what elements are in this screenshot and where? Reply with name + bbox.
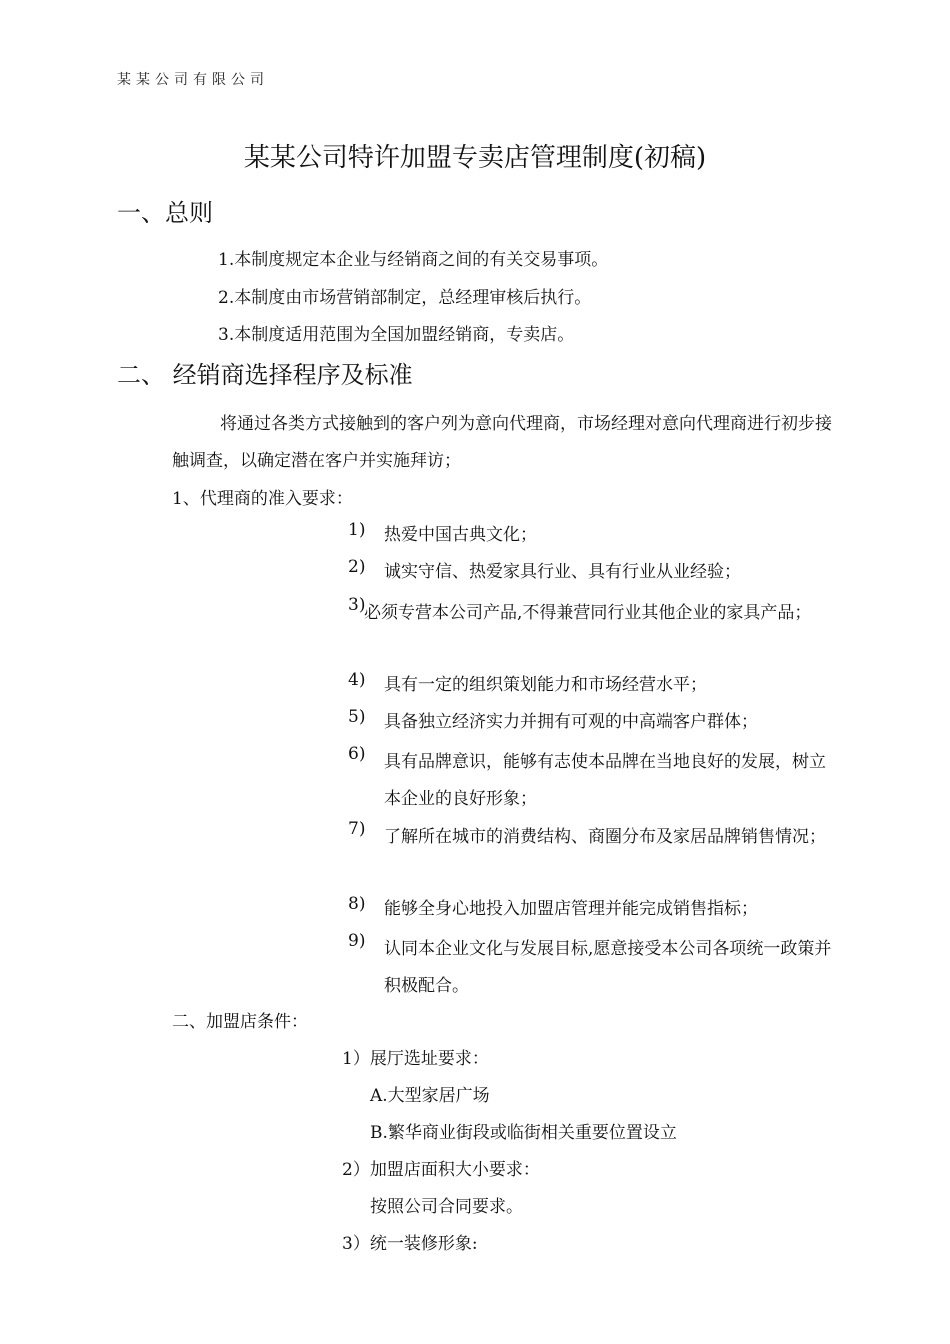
- requirement-text: 具有一定的组织策划能力和市场经营水平；: [384, 675, 707, 695]
- section-2-heading: 二、 经销商选择程序及标准: [117, 361, 413, 389]
- requirement-text: 认同本企业文化与发展目标,愿意接受本公司各项统一政策并积极配合。: [384, 939, 832, 996]
- requirement-text: 热爱中国古典文化；: [384, 525, 537, 545]
- store-condition-label: 2）加盟店面积大小要求：: [342, 1160, 540, 1180]
- requirement-number: 5): [348, 707, 366, 727]
- general-rule-item: 3.本制度适用范围为全国加盟经销商，专卖店。: [218, 325, 575, 345]
- requirement-number: 9): [348, 931, 366, 951]
- store-condition-label: 1）展厅选址要求：: [342, 1049, 489, 1069]
- requirement-text: 必须专营本公司产品,不得兼营同行业其他企业的家具产品；: [364, 603, 812, 623]
- requirement-text: 能够全身心地投入加盟店管理并能完成销售指标；: [384, 899, 758, 919]
- requirement-number: 8): [348, 894, 366, 914]
- subsection-2-heading: 二、加盟店条件：: [172, 1012, 308, 1032]
- section-2-intro: 将通过各类方式接触到的客户列为意向代理商，市场经理对意向代理商进行初步接触调查，以确定潜在客户并实施拜访；: [172, 414, 832, 471]
- requirement-number: 7): [348, 819, 366, 839]
- requirement-text: 具备独立经济实力并拥有可观的中高端客户群体；: [384, 712, 758, 732]
- requirement-number: 4): [348, 670, 366, 690]
- section-1-heading: 一、总则: [117, 199, 213, 227]
- store-condition-detail: A.大型家居广场: [370, 1086, 490, 1106]
- requirement-number: 3): [348, 595, 366, 615]
- requirement-text: 具有品牌意识，能够有志使本品牌在当地良好的发展，树立本企业的良好形象；: [384, 752, 826, 809]
- store-condition-detail: 按照公司合同要求。: [370, 1197, 523, 1217]
- requirement-number: 6): [348, 744, 366, 764]
- store-condition-detail: B.繁华商业街段或临街相关重要位置设立: [370, 1123, 677, 1143]
- document-title: 某某公司特许加盟专卖店管理制度(初稿): [243, 143, 707, 173]
- requirement-text: 诚实守信、热爱家具行业、具有行业从业经验；: [384, 562, 741, 582]
- requirement-number: 1): [348, 520, 366, 540]
- store-condition-label: 3）统一装修形象:: [342, 1234, 478, 1254]
- general-rule-item: 1.本制度规定本企业与经销商之间的有关交易事项。: [218, 250, 609, 270]
- requirement-text: 了解所在城市的消费结构、商圈分布及家居品牌销售情况；: [384, 827, 826, 847]
- general-rule-item: 2.本制度由市场营销部制定，总经理审核后执行。: [218, 288, 592, 308]
- requirement-number: 2): [348, 557, 366, 577]
- company-header: 某某公司有限公司: [117, 72, 269, 88]
- subsection-1-heading: 1、代理商的准入要求：: [172, 489, 353, 509]
